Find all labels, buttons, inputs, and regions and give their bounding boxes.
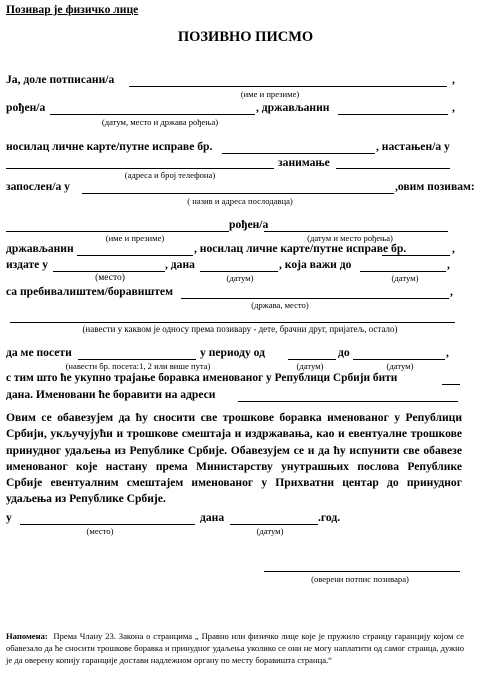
line2-lead: рођен/а (6, 101, 46, 114)
signature-hint: (оверени потпис позивара) (311, 574, 409, 584)
issued-place-hint: (место) (95, 273, 125, 283)
occupation-label: занимање (278, 156, 330, 169)
line1-lead: Ја, доле потписани/а (6, 73, 115, 86)
issued-date-field[interactable] (200, 271, 278, 272)
line7-lead: држављанин (6, 242, 74, 255)
occupation-field[interactable] (336, 168, 450, 169)
name-hint: (име и презиме) (240, 89, 300, 99)
date-field[interactable] (230, 524, 318, 525)
period-from-hint: (датум) (296, 361, 324, 371)
birth-field[interactable] (50, 114, 255, 115)
line2-end: , (452, 101, 455, 114)
year-label: .год. (318, 511, 341, 524)
place-hint: (место) (86, 526, 114, 536)
note-text: Према Члану 23. Закона о странцима „ Правно или физичко лице које је пружило странцу гаранцију којом се обавезало да ће сносити трошкове боравка и принудног удаљења уколико се они не могу наплатити од самог странца, дужно је да оверену копију гаранције достави надлежном органу по месту боравишта странца.“ (6, 631, 464, 665)
birth-hint: (датум, место и држава рођења) (101, 117, 219, 127)
address-hint: (адреса и број телефона) (124, 170, 216, 180)
header-label: Позивар је физичко лице (6, 3, 139, 16)
relationship-field[interactable] (10, 322, 455, 323)
issued-date-label: , дана (165, 258, 195, 271)
line9-end: , (450, 285, 453, 298)
period-from-field[interactable] (288, 359, 336, 360)
address-field[interactable] (6, 168, 274, 169)
citizen-label: , држављанин (256, 101, 330, 114)
line5-lead: запослен/а у (6, 180, 70, 193)
page-title: ПОЗИВНО ПИСМО (177, 29, 314, 45)
resides-label: , настањен/а у (376, 140, 450, 153)
place-field[interactable] (20, 524, 195, 525)
line8-lead: издате у (6, 258, 49, 271)
valid-until-field[interactable] (360, 271, 446, 272)
guest-birth-field[interactable] (264, 231, 448, 232)
period-to-label: до (338, 346, 350, 359)
date-label: дана (200, 511, 225, 524)
guest-born-label: рођен/а (229, 218, 269, 231)
employer-hint: ( назив и адреса послодавца) (187, 196, 293, 206)
stay-address-text: дана. Именовани ће боравити на адреси (6, 388, 216, 401)
stay-address-field[interactable] (238, 401, 458, 402)
line1-end: , (452, 73, 455, 86)
employer-field[interactable] (82, 193, 394, 194)
relationship-hint: (навести у каквом је односу према позивару - дете, брачни друг, пријатељ, остало) (82, 324, 398, 334)
guest-citizenship-field[interactable] (77, 255, 193, 256)
note-label: Напомена: (6, 631, 48, 641)
line7-end: , (452, 242, 455, 255)
citizenship-field[interactable] (338, 114, 448, 115)
duration-field[interactable] (442, 384, 460, 385)
name-field[interactable] (129, 86, 447, 87)
invite-label: ,овим позивам: (395, 180, 475, 193)
line3-lead: носилац личне карте/путне исправе бр. (6, 140, 213, 153)
issued-date-hint: (датум) (226, 273, 254, 283)
line9-lead: са пребивалиштем/боравиштем (6, 285, 173, 298)
duration-text: с тим што ће укупно трајање боравка именованог у Републици Србији бити (6, 372, 398, 384)
id-number-field[interactable] (222, 153, 375, 154)
guest-name-field[interactable] (6, 231, 229, 232)
residence-hint: (држава, место) (251, 300, 309, 310)
issued-place-field[interactable] (53, 271, 165, 272)
line11-end: , (446, 346, 449, 359)
valid-until-label: , која важи до (279, 258, 352, 271)
guest-name-hint: (име и презиме) (105, 233, 165, 243)
period-to-field[interactable] (353, 359, 445, 360)
line11-lead: да ме посети (6, 346, 72, 359)
period-label: у периоду од (200, 346, 265, 359)
note-block (6, 630, 464, 666)
valid-until-hint: (датум) (391, 273, 419, 283)
guest-id-field[interactable] (382, 255, 450, 256)
date-hint: (датум) (256, 526, 284, 536)
residence-field[interactable] (181, 298, 449, 299)
signature-field[interactable] (264, 571, 460, 572)
visits-field[interactable] (78, 359, 196, 360)
period-to-hint: (датум) (386, 361, 414, 371)
line8-end: , (447, 258, 450, 271)
visits-hint: (навести бр. посета:1, 2 или више пута) (65, 361, 211, 371)
guest-birth-hint: (датум и место рођења) (307, 233, 393, 243)
place-lead: у (6, 511, 12, 524)
guest-id-label: , носилац личне карте/путне исправе бр. (194, 242, 407, 255)
obligation-paragraph: Овим се обавезујем да ћу сносити све трошкове боравка именованог у Републици Србији, укључујући и трошкове смештаја и издржавања, као и евентуалне трошкове принудног удаљења из Републике Србије. Обавезујем се и да ћу испунити све обавезе именованог које настану према Министарству унутрашњих послова Републике Србије евентуалним смештајем именованог у Прихватни центар до принудног удаљења из Републике Србије. (6, 411, 462, 506)
